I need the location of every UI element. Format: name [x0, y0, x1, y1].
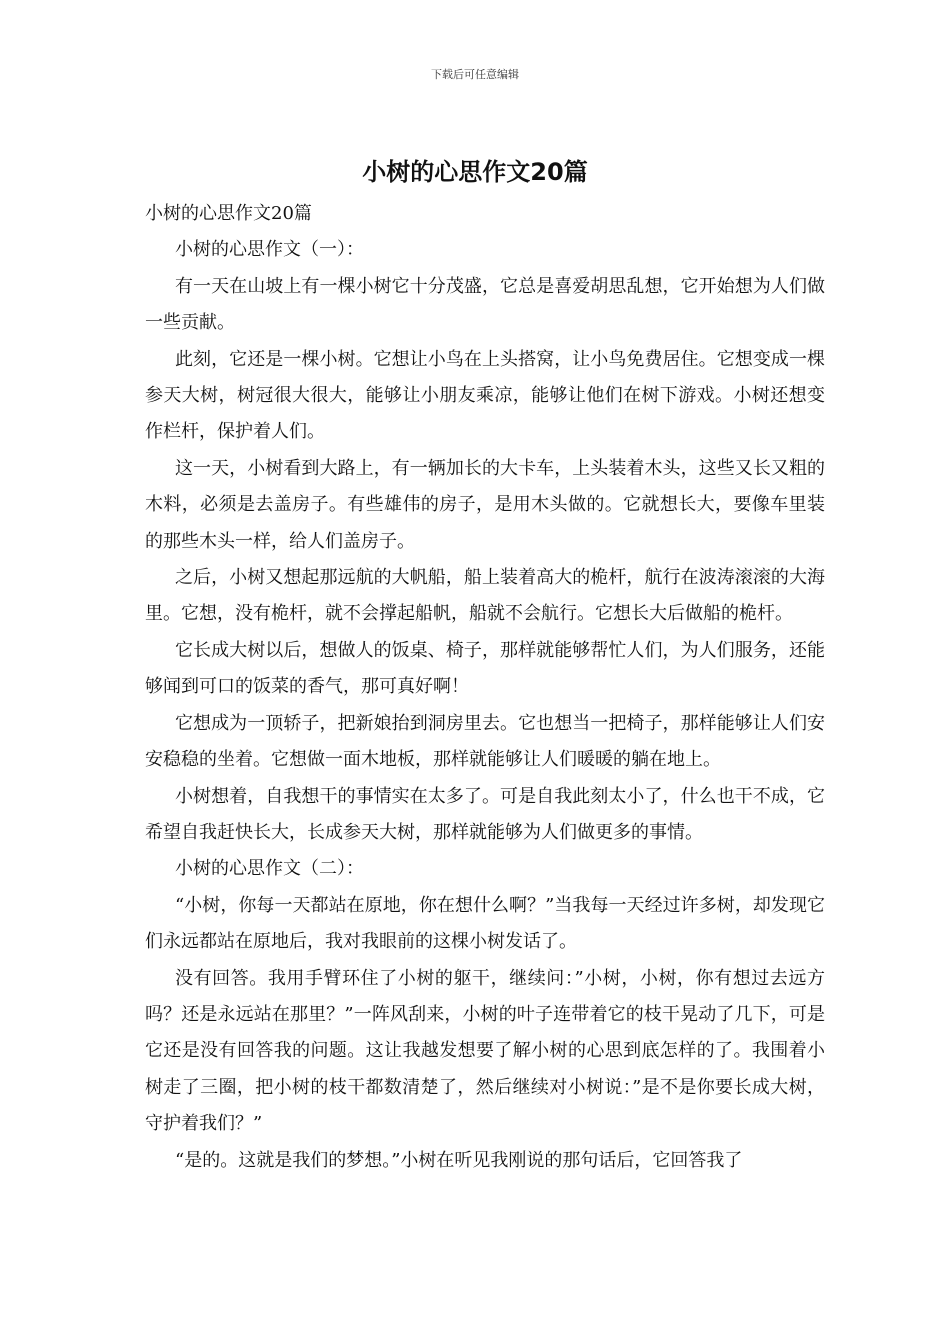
- paragraph: 此刻，它还是一棵小树。它想让小鸟在上头搭窝，让小鸟免费居住。它想变成一棵参天大树，树冠很大很大，能够让小朋友乘凉，能够让他们在树下游戏。小树还想变作栏杆，保护着人们。: [145, 348, 825, 443]
- header-note: 下载后可任意编辑: [431, 68, 519, 81]
- paragraph: 小树想着，自我想干的事情实在太多了。可是自我此刻太小了，什么也干不成，它希望自我赶快长大，长成参天大树，那样就能够为人们做更多的事情。: [145, 785, 825, 843]
- paragraph: 它长成大树以后，想做人的饭桌、椅子，那样就能够帮忙人们，为人们服务，还能够闻到可口的饭菜的香气，那可真好啊！: [145, 639, 825, 698]
- document-body: [145, 196, 825, 1179]
- subtitle-line: 小树的心思作文20篇: [145, 203, 312, 224]
- paragraph: 之后，小树又想起那远航的大帆船，船上装着高大的桅杆，航行在波涛滚滚的大海里。它想，没有桅杆，就不会撑起船帆，船就不会航行。它想长大后做船的桅杆。: [145, 567, 825, 625]
- paragraph: 这一天，小树看到大路上，有一辆加长的大卡车，上头装着木头，这些又长又粗的木料，必须是去盖房子。有些雄伟的房子，是用木头做的。它就想长大，要像车里装的那些木头一样，给人们盖房子。: [145, 457, 825, 552]
- paragraph: 小树的心思作文（一）：: [175, 239, 364, 261]
- document-title: 小树的心思作文20篇: [362, 158, 588, 186]
- paragraph: 它想成为一顶轿子，把新娘抬到洞房里去。它也想当一把椅子，那样能够让人们安安稳稳的坐着。它想做一面木地板，那样就能够让人们暖暖的躺在地上。: [145, 712, 825, 771]
- paragraph: 小树的心思作文（二）：: [175, 858, 364, 880]
- paragraph: 有一天在山坡上有一棵小树它十分茂盛，它总是喜爱胡思乱想，它开始想为人们做一些贡献。: [145, 275, 825, 334]
- paragraph: 没有回答。我用手臂环住了小树的躯干，继续问：”小树，小树，你有想过去远方吗？还是永远站在那里？”一阵风刮来，小树的叶子连带着它的枝干晃动了几下，可是它还是没有回答我的问题。这让我越发想要了解小树的心思到底怎样的了。我围着小树走了三圈，把小树的枝干都数清楚了，然后继续对小树说：”是不是你要长成大树，守护着我们？”: [145, 967, 825, 1135]
- paragraph: “是的。这就是我们的梦想。”小树在听见我刚说的那句话后，它回答我了: [175, 1149, 743, 1171]
- paragraph: “小树，你每一天都站在原地，你在想什么啊？”当我每一天经过许多树，却发现它们永远都站在原地后，我对我眼前的这棵小树发话了。: [145, 894, 825, 953]
